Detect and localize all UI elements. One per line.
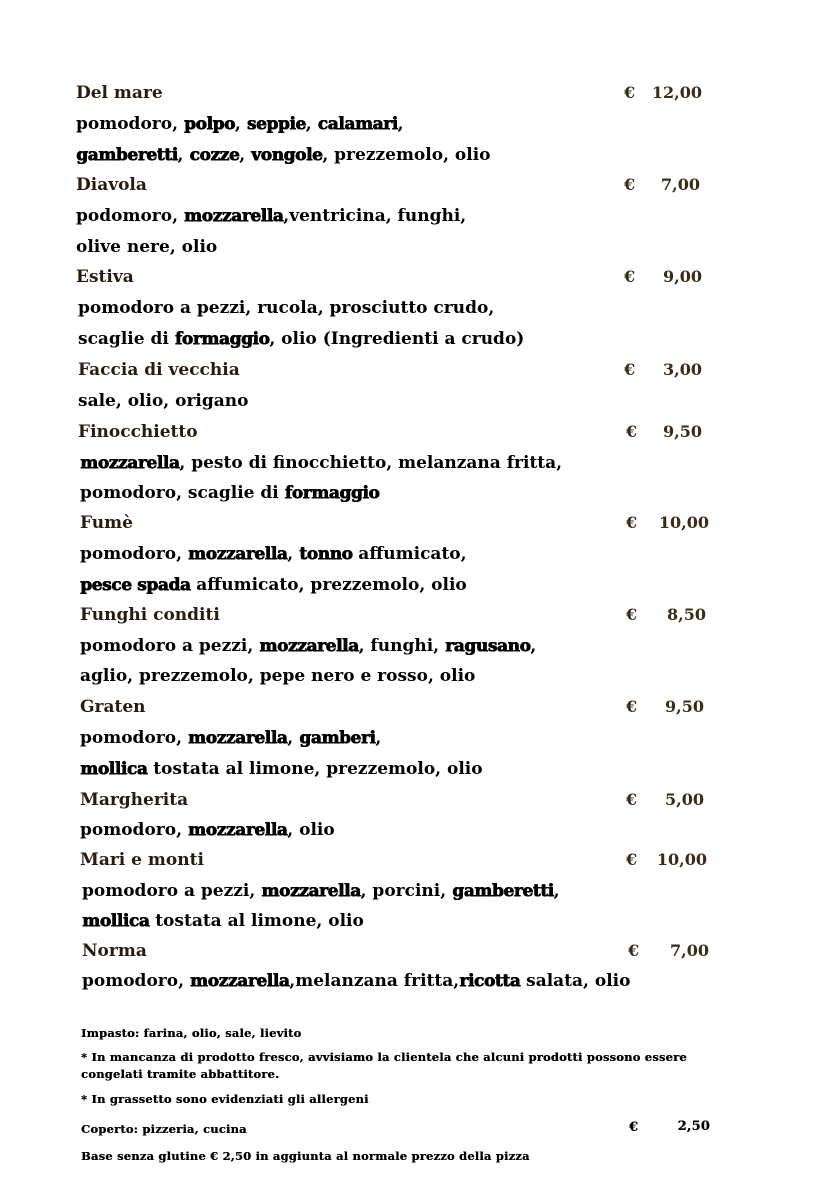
item-name: Funghi conditi (80, 605, 220, 625)
ingredient-text: , (305, 114, 318, 134)
ingredients-line (76, 237, 217, 257)
allergen-ingredient: formaggio (174, 329, 270, 349)
allergen-ingredient: mozzarella (80, 453, 180, 473)
ingredient-text: tostata al limone, prezzemolo, olio (147, 759, 483, 779)
allergen-ingredient: mozzarella (259, 636, 359, 656)
euro-symbol: € (626, 422, 638, 441)
item-price: 12,00 (651, 83, 702, 102)
ingredient-text: aglio, prezzemolo, pepe nero e rosso, olio (80, 666, 476, 686)
euro-symbol: € (628, 941, 640, 960)
ingredient-text: , porcini, (360, 881, 453, 901)
item-price: 10,00 (656, 850, 707, 869)
item-price: 9,50 (663, 422, 702, 441)
ingredients-line (80, 575, 467, 595)
ingredient-text: pomodoro, scaglie di (80, 483, 285, 503)
ingredients-line (78, 298, 494, 318)
item-price: 9,00 (663, 267, 702, 286)
ingredient-text: ,melanzana fritta, (289, 971, 460, 991)
euro-symbol: € (624, 267, 636, 286)
ingredient-text: , (239, 145, 252, 165)
allergen-ingredient: gamberetti (452, 881, 554, 901)
ingredients-line (80, 759, 483, 779)
ingredients-line (80, 636, 536, 656)
item-name: Fumè (80, 513, 133, 533)
ingredient-text: salata, olio (520, 971, 631, 991)
item-price: 10,00 (658, 513, 709, 532)
item-price: 7,00 (661, 175, 700, 194)
ingredient-text: pomodoro a pezzi, rucola, prosciutto crudo, (78, 298, 495, 318)
ingredient-text: , (553, 881, 560, 901)
allergen-ingredient: gamberi (299, 728, 376, 748)
item-price: 5,00 (665, 790, 704, 809)
allergen-ingredient: ragusano (445, 636, 531, 656)
allergen-ingredient: mozzarella (261, 881, 361, 901)
euro-symbol: € (626, 697, 638, 716)
ingredient-text: , prezzemolo, olio (322, 145, 491, 165)
ingredients-line (80, 728, 381, 748)
allergen-ingredient: seppie (246, 114, 306, 134)
ingredients-line (78, 391, 248, 411)
ingredient-text: , pesto di finocchietto, melanzana fritta, (179, 453, 563, 473)
ingredients-line (80, 453, 562, 473)
allergen-ingredient: mozzarella (187, 820, 288, 840)
ingredient-text: , funghi, (358, 636, 446, 656)
ingredients-line (82, 971, 630, 991)
ingredients-line (78, 329, 524, 349)
ingredient-text: pomodoro a pezzi, (82, 881, 262, 901)
item-price: 9,50 (665, 697, 704, 716)
coperto-label: Coperto: pizzeria, cucina (81, 1122, 247, 1136)
ingredient-text: pomodoro, (80, 728, 188, 748)
gluten-free-note: Base senza glutine € 2,50 in aggiunta al normale prezzo della pizza (81, 1149, 530, 1163)
ingredient-text: affumicato, prezzemolo, olio (190, 575, 467, 595)
item-name: Mari e monti (80, 850, 204, 870)
allergen-ingredient: cozze (189, 145, 240, 165)
allergen-ingredient: vongole (251, 145, 323, 165)
ingredients-line (80, 483, 379, 503)
ingredient-text: scaglie di (78, 329, 175, 349)
item-name: Faccia di vecchia (78, 360, 240, 380)
ingredient-text: affumicato, (352, 544, 467, 564)
euro-symbol: € (624, 83, 636, 102)
ingredient-text: , (397, 114, 404, 134)
allergen-ingredient: mollica (82, 911, 150, 931)
item-name: Graten (80, 697, 146, 717)
item-name: Norma (82, 941, 147, 961)
ingredient-text: , olio (Ingredienti a crudo) (269, 329, 525, 349)
ingredient-text: pomodoro, (80, 544, 188, 564)
item-price: 3,00 (663, 360, 702, 379)
ingredients-line (76, 114, 404, 134)
euro-symbol: € (624, 175, 636, 194)
euro-symbol: € (626, 790, 638, 809)
euro-symbol: € (626, 513, 638, 532)
ingredient-text: , olio (287, 820, 335, 840)
ingredient-text: pomodoro a pezzi, (80, 636, 260, 656)
ingredients-line (80, 544, 467, 564)
item-price: 8,50 (667, 605, 706, 624)
item-name: Finocchietto (78, 422, 198, 442)
allergen-ingredient: calamari (317, 114, 398, 134)
allergen-ingredient: mollica (80, 759, 148, 779)
ingredient-text: , (530, 636, 537, 656)
ingredients-line (82, 911, 364, 931)
ingredient-text: podomoro, (76, 206, 184, 226)
item-price: 7,00 (670, 941, 709, 960)
allergen-note: * In grassetto sono evidenziati gli allergeni (81, 1092, 369, 1106)
allergen-ingredient: gamberetti (76, 145, 178, 165)
ingredient-text: pomodoro, (76, 114, 184, 134)
ingredient-text: , (287, 728, 300, 748)
allergen-ingredient: formaggio (284, 483, 380, 503)
ingredient-text: , (375, 728, 382, 748)
ingredients-line (80, 820, 335, 840)
item-name: Margherita (80, 790, 189, 810)
euro-symbol: € (626, 605, 638, 624)
ingredient-text: , (234, 114, 247, 134)
fresh-product-note-line1: * In mancanza di prodotto fresco, avvisiamo la clientela che alcuni prodotti possono essere (81, 1050, 687, 1064)
ingredients-line (80, 666, 475, 686)
ingredient-text: pomodoro, (80, 820, 188, 840)
allergen-ingredient: mozzarella (187, 544, 288, 564)
ingredient-text: sale, olio, origano (78, 391, 249, 411)
allergen-ingredient: ricotta (459, 971, 521, 991)
ingredient-text: , (177, 145, 190, 165)
ingredient-text: olive nere, olio (76, 237, 218, 257)
coperto-price: 2,50 (677, 1119, 710, 1134)
euro-symbol: € (624, 360, 636, 379)
coperto-currency: € (629, 1120, 639, 1135)
allergen-ingredient: mozzarella (189, 971, 290, 991)
ingredient-text: pomodoro, (82, 971, 190, 991)
impasto-note: Impasto: farina, olio, sale, lievito (81, 1026, 302, 1040)
ingredient-text: ,ventricina, funghi, (283, 206, 467, 226)
fresh-product-note-line2: congelati tramite abbattitore. (81, 1067, 280, 1081)
ingredients-line (76, 206, 466, 226)
allergen-ingredient: pesce spada (80, 575, 191, 595)
euro-symbol: € (626, 850, 638, 869)
ingredient-text: , (287, 544, 300, 564)
ingredients-line (82, 881, 560, 901)
allergen-ingredient: tonno (299, 544, 353, 564)
item-name: Diavola (76, 175, 147, 195)
item-name: Del mare (76, 83, 163, 103)
allergen-ingredient: polpo (183, 114, 235, 134)
allergen-ingredient: mozzarella (187, 728, 288, 748)
item-name: Estiva (76, 267, 134, 287)
ingredient-text: tostata al limone, olio (149, 911, 364, 931)
ingredients-line (76, 145, 491, 165)
allergen-ingredient: mozzarella (183, 206, 284, 226)
